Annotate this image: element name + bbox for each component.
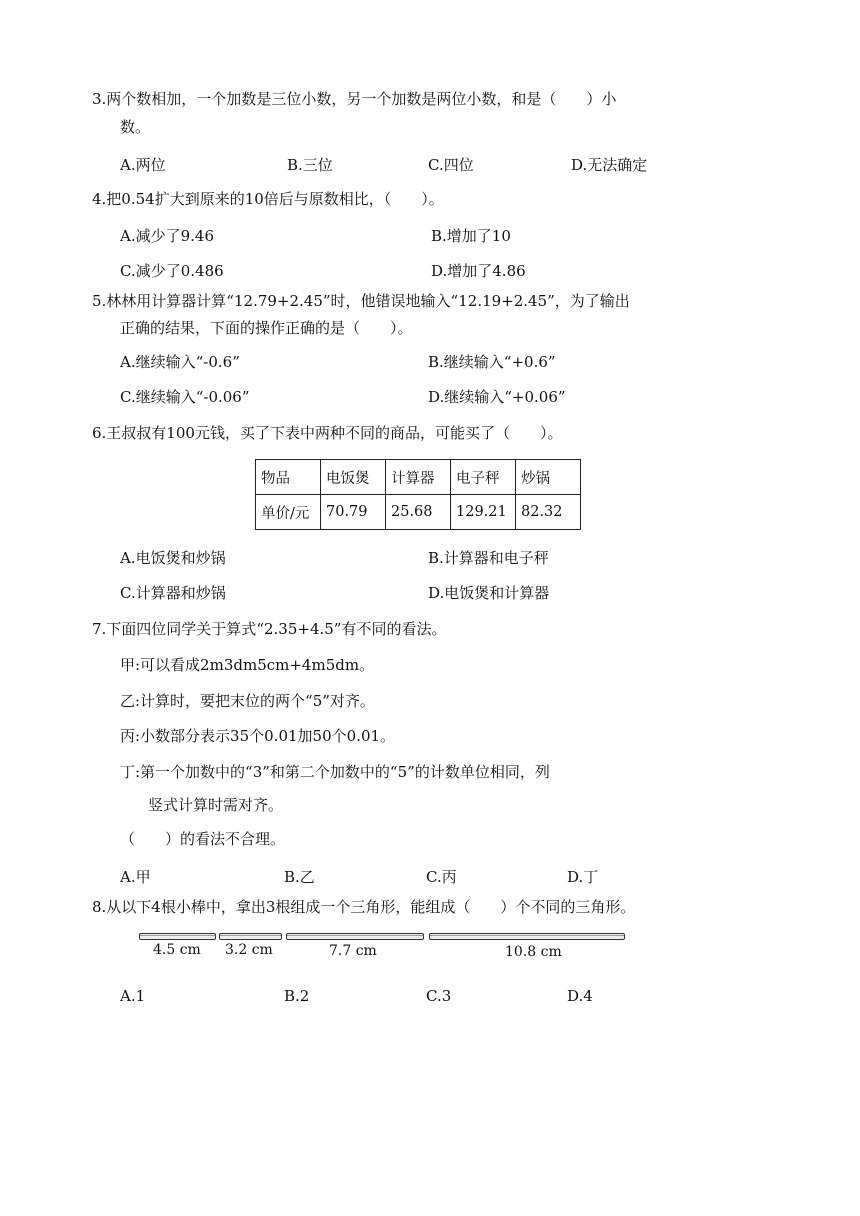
q7-option-c: C.丙 xyxy=(426,868,457,886)
table-header-cell: 物品 xyxy=(256,460,321,495)
q3-stem-line1: 3.两个数相加，一个加数是三位小数，另一个加数是两位小数，和是（ ）小 xyxy=(92,90,617,108)
table-header-cell: 电饭煲 xyxy=(321,460,386,495)
q5-option-c: C.继续输入“-0.06” xyxy=(120,388,250,406)
q7-view-bing: 丙:小数部分表示35个0.01加50个0.01。 xyxy=(120,727,396,745)
table-header-cell: 计算器 xyxy=(386,460,451,495)
q3-option-d: D.无法确定 xyxy=(571,156,648,174)
q8-option-a: A.1 xyxy=(120,987,146,1005)
q7-ask: （ ）的看法不合理。 xyxy=(120,830,286,848)
q6-option-a: A.电饭煲和炒锅 xyxy=(120,549,226,567)
stick-label: 4.5 cm xyxy=(153,942,201,958)
q5-stem-line2: 正确的结果，下面的操作正确的是（ ）。 xyxy=(120,319,413,337)
q7-option-a: A.甲 xyxy=(120,868,151,886)
q7-view-jia: 甲:可以看成2m3dm5cm+4m5dm。 xyxy=(120,656,375,674)
q3-option-c: C.四位 xyxy=(428,156,474,174)
q7-option-d: D.丁 xyxy=(567,868,599,886)
table-cell: 70.79 xyxy=(321,495,386,530)
stick-label: 7.7 cm xyxy=(329,943,377,959)
stick-10-8cm xyxy=(429,933,625,940)
q8-option-c: C.3 xyxy=(426,987,452,1005)
stick-3-2cm xyxy=(219,933,282,940)
stick-label: 10.8 cm xyxy=(505,944,562,960)
q8-stem: 8.从以下4根小棒中，拿出3根组成一个三角形，能组成（ ）个不同的三角形。 xyxy=(92,898,636,916)
q8-option-b: B.2 xyxy=(284,987,310,1005)
q4-option-a: A.减少了9.46 xyxy=(120,227,214,245)
q3-stem-line2: 数。 xyxy=(120,118,151,136)
stick-label: 3.2 cm xyxy=(225,942,273,958)
q5-option-a: A.继续输入“-0.6” xyxy=(120,353,240,371)
price-table xyxy=(255,459,581,530)
q7-option-b: B.乙 xyxy=(284,868,315,886)
table-row xyxy=(256,495,581,530)
q5-stem-line1: 5.林林用计算器计算“12.79+2.45”时，他错误地输入“12.19+2.45”，为了输出 xyxy=(92,292,630,310)
table-cell: 单价/元 xyxy=(256,495,321,530)
stick-4-5cm xyxy=(139,933,216,940)
q8-option-d: D.4 xyxy=(567,987,593,1005)
q6-option-b: B.计算器和电子秤 xyxy=(428,549,549,567)
q3-option-b: B.三位 xyxy=(287,156,333,174)
q5-option-d: D.继续输入“+0.06” xyxy=(428,388,566,406)
q5-option-b: B.继续输入“+0.6” xyxy=(428,353,556,371)
table-header-cell: 炒锅 xyxy=(516,460,581,495)
q4-option-b: B.增加了10 xyxy=(431,227,511,245)
q4-option-c: C.减少了0.486 xyxy=(120,262,224,280)
table-header-cell: 电子秤 xyxy=(451,460,516,495)
q4-stem: 4.把0.54扩大到原来的10倍后与原数相比，（ ）。 xyxy=(92,190,444,208)
q4-option-d: D.增加了4.86 xyxy=(431,262,526,280)
q6-option-c: C.计算器和炒锅 xyxy=(120,584,226,602)
q3-option-a: A.两位 xyxy=(120,156,166,174)
q6-stem: 6.王叔叔有100元钱，买了下表中两种不同的商品，可能买了（ ）。 xyxy=(92,424,563,442)
table-cell: 25.68 xyxy=(386,495,451,530)
table-cell: 129.21 xyxy=(451,495,516,530)
q7-view-ding: 丁:第一个加数中的“3”和第二个加数中的“5”的计数单位相同，列 xyxy=(120,763,550,781)
table-row xyxy=(256,460,581,495)
q7-view-ding-cont: 竖式计算时需对齐。 xyxy=(148,796,284,814)
q7-view-yi: 乙:计算时，要把末位的两个“5”对齐。 xyxy=(120,692,375,710)
stick-7-7cm xyxy=(286,933,424,940)
table-cell: 82.32 xyxy=(516,495,581,530)
q6-option-d: D.电饭煲和计算器 xyxy=(428,584,550,602)
q7-stem: 7.下面四位同学关于算式“2.35+4.5”有不同的看法。 xyxy=(92,620,447,638)
